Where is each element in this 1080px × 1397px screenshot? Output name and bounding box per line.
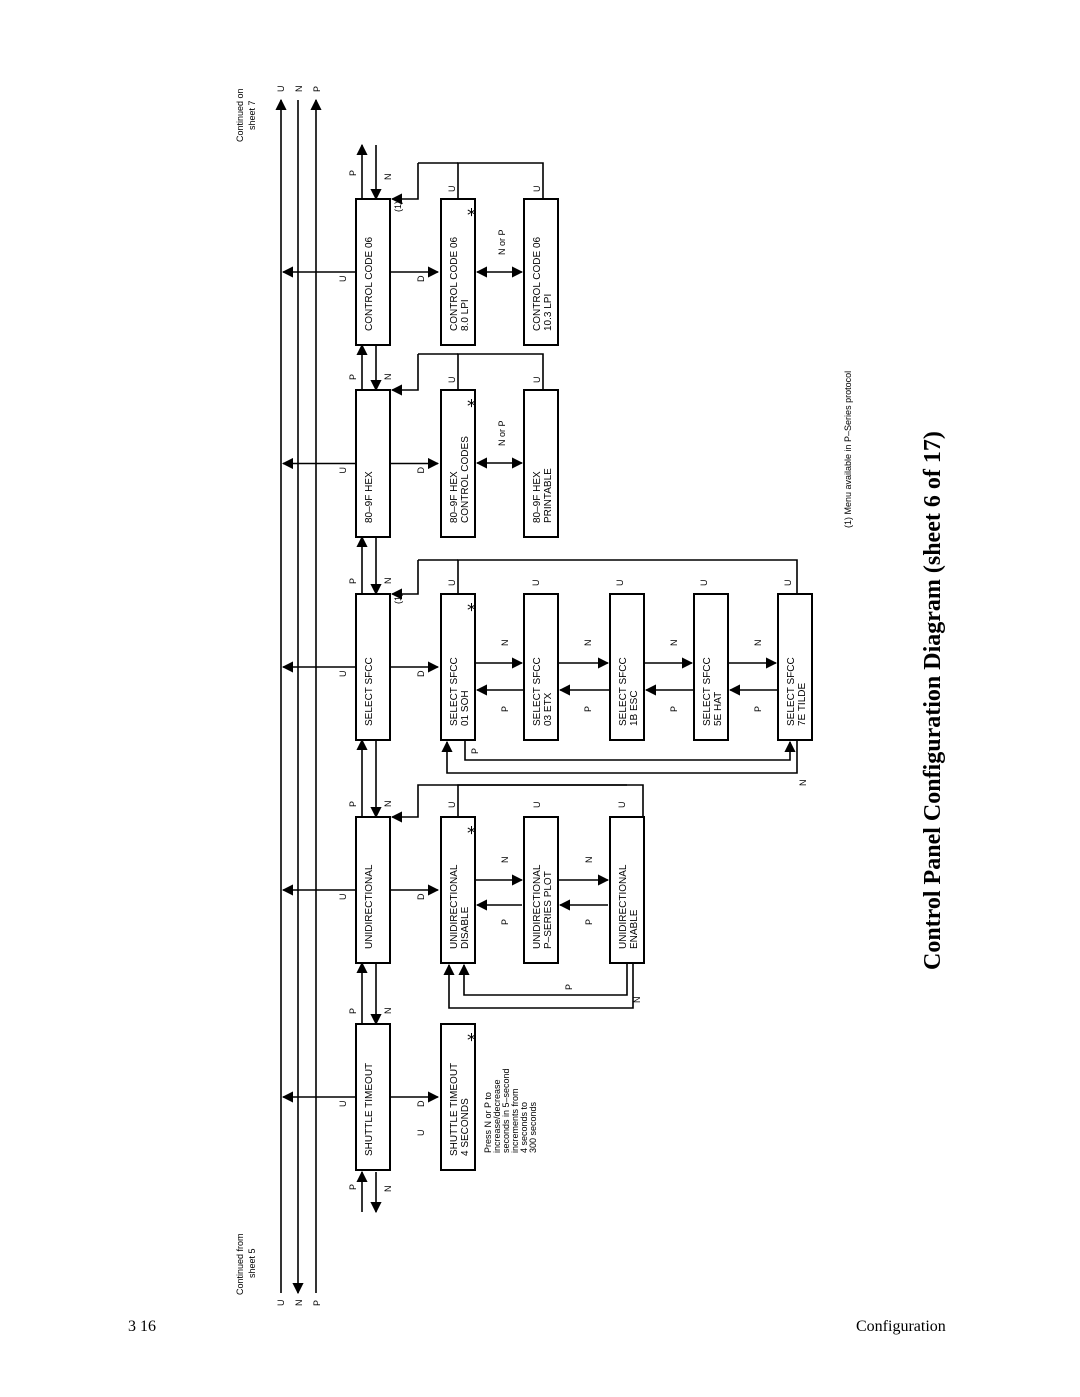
key-label: D <box>416 1100 426 1107</box>
continued-on-label: sheet 7 <box>247 100 257 130</box>
shuttle-option-box-label: SHUTTLE TIMEOUT <box>449 1062 460 1156</box>
key-label: N <box>500 856 510 863</box>
connector-line <box>447 740 797 773</box>
sfcc-option-box-label: 1B ESC <box>629 690 640 726</box>
bus-label-bottom: U <box>276 1299 286 1306</box>
connector-line <box>458 785 643 817</box>
sfcc-option-box-label: 7E TILDE <box>797 682 808 726</box>
key-label: P <box>348 800 358 807</box>
sfcc-option-box-label: SELECT SFCC <box>702 657 713 726</box>
key-label: U <box>447 579 457 586</box>
connector-line <box>458 560 797 594</box>
continued-from-label: sheet 5 <box>247 1248 257 1278</box>
connector-line <box>464 963 627 995</box>
sfcc-option-box-label: 03 ETX <box>543 692 554 726</box>
key-label: U <box>447 185 457 192</box>
sfcc-option-box-label: 5E HAT <box>713 691 724 726</box>
connector-line <box>392 785 627 817</box>
unidirectional-option-box-label: UNIDIRECTIONAL <box>618 864 629 949</box>
default-marker: * <box>467 396 476 417</box>
connector-line <box>458 163 543 199</box>
key-label: N <box>383 373 393 380</box>
page-number: 3 16 <box>128 1318 156 1335</box>
key-label: N <box>383 173 393 180</box>
continued-from-label: Continued from <box>235 1233 245 1295</box>
code06-option-box-label: CONTROL CODE 06 <box>532 236 543 331</box>
key-label: U <box>783 579 793 586</box>
key-label: U <box>338 467 348 474</box>
key-label: N <box>383 1007 393 1014</box>
key-label: U <box>617 801 627 808</box>
key-label: U <box>699 579 709 586</box>
sfcc-option-box-label: SELECT SFCC <box>786 657 797 726</box>
key-label: U <box>447 376 457 383</box>
key-label: D <box>416 893 426 900</box>
shuttle-note: 300 seconds <box>528 1101 538 1153</box>
key-label: U <box>338 275 348 282</box>
key-label: P <box>348 373 358 380</box>
control-code-06-box-label: CONTROL CODE 06 <box>364 236 375 331</box>
key-label: P <box>470 747 480 754</box>
unidirectional-option-box-label: ENABLE <box>629 909 640 949</box>
ref-label: (1) <box>393 593 403 604</box>
sfcc-option-box-label: SELECT SFCC <box>532 657 543 726</box>
bus-label-bottom: N <box>294 1299 304 1306</box>
menu-boxes <box>356 199 812 1170</box>
hex-option-box-label: 80–9F HEX <box>532 471 543 523</box>
key-label: N <box>500 639 510 646</box>
key-label: P <box>669 705 679 712</box>
hex-option-box-label: PRINTABLE <box>543 468 554 523</box>
key-label: P <box>584 918 594 925</box>
sfcc-option-box-label: SELECT SFCC <box>618 657 629 726</box>
bus-label-top: U <box>276 85 286 92</box>
key-label: U <box>338 1100 348 1107</box>
sfcc-option-box-label: 01 SOH <box>460 690 471 726</box>
sfcc-option-box-label: SELECT SFCC <box>449 657 460 726</box>
key-label: P <box>500 705 510 712</box>
key-label: D <box>416 467 426 474</box>
key-label: U <box>615 579 625 586</box>
default-marker: * <box>467 823 476 844</box>
bus-label-top: N <box>294 85 304 92</box>
hex-box-label: 80–9F HEX <box>364 471 375 523</box>
default-marker: * <box>467 600 476 621</box>
key-label: N <box>632 996 642 1003</box>
key-label: N <box>583 639 593 646</box>
shuttle-note: 4 seconds to <box>519 1101 529 1153</box>
key-label: N or P <box>497 229 507 255</box>
key-label: U <box>338 670 348 677</box>
connector-line <box>458 354 543 390</box>
default-marker: * <box>467 1030 476 1051</box>
key-label: D <box>416 670 426 677</box>
key-label: U <box>531 579 541 586</box>
key-label: U <box>447 801 457 808</box>
key-label: U <box>338 893 348 900</box>
key-label: P <box>753 705 763 712</box>
connector-line <box>465 740 790 760</box>
shuttle-timeout-box-label: SHUTTLE TIMEOUT <box>364 1062 375 1156</box>
code06-option-box-label: 8.0 LPI <box>460 299 471 331</box>
key-label: P <box>564 983 574 990</box>
bus-label-top: P <box>312 85 322 92</box>
shuttle-option-box-label: 4 SECONDS <box>460 1098 471 1156</box>
connector-line <box>392 354 418 390</box>
key-label: N <box>798 779 808 786</box>
key-label: U <box>416 1129 426 1136</box>
key-label: U <box>532 185 542 192</box>
shuttle-note: increase/decrease <box>492 1079 502 1153</box>
key-label: N <box>383 800 393 807</box>
key-label: N <box>669 639 679 646</box>
continued-on-label: Continued on <box>235 88 245 142</box>
connector-line <box>392 560 418 594</box>
key-label: P <box>583 705 593 712</box>
section-name: Configuration <box>856 1318 946 1335</box>
shuttle-note: increments from <box>510 1088 520 1153</box>
key-label: N <box>383 577 393 584</box>
code06-option-box-label: 10.3 LPI <box>543 293 554 331</box>
key-label: N <box>584 856 594 863</box>
key-label: P <box>348 169 358 176</box>
unidirectional-option-box-label: UNIDIRECTIONAL <box>449 864 460 949</box>
select-sfcc-box-label: SELECT SFCC <box>364 657 375 726</box>
connector-line <box>449 963 633 1008</box>
unidirectional-option-box-label: UNIDIRECTIONAL <box>532 864 543 949</box>
key-label: N <box>753 639 763 646</box>
unidirectional-box-label: UNIDIRECTIONAL <box>364 864 375 949</box>
connector-line <box>392 163 418 199</box>
key-label: N or P <box>497 420 507 446</box>
unidirectional-option-box-label: DISABLE <box>460 906 471 949</box>
hex-option-box-label: 80–9F HEX <box>449 471 460 523</box>
ref-label: (1) <box>393 201 403 212</box>
hex-option-box-label: CONTROL CODES <box>460 436 471 523</box>
key-label: D <box>416 275 426 282</box>
key-label: P <box>500 918 510 925</box>
shuttle-note: seconds in 5–second <box>501 1068 511 1153</box>
shuttle-note: Press N or P to <box>483 1092 493 1153</box>
code06-option-box-label: CONTROL CODE 06 <box>449 236 460 331</box>
key-label: P <box>348 1007 358 1014</box>
key-label: N <box>383 1185 393 1192</box>
key-label: U <box>532 801 542 808</box>
diagram-title: Control Panel Configuration Diagram (sheet 6 of 17) <box>920 431 946 970</box>
footnote: (1) Menu available in P–Series protocol <box>843 370 853 528</box>
key-label: P <box>348 577 358 584</box>
diagram-labels <box>235 86 946 1307</box>
bus-label-bottom: P <box>312 1299 322 1306</box>
unidirectional-option-box-label: P–SERIES PLOT <box>543 871 554 949</box>
key-label: U <box>532 376 542 383</box>
default-marker: * <box>467 205 476 226</box>
key-label: P <box>348 1183 358 1190</box>
